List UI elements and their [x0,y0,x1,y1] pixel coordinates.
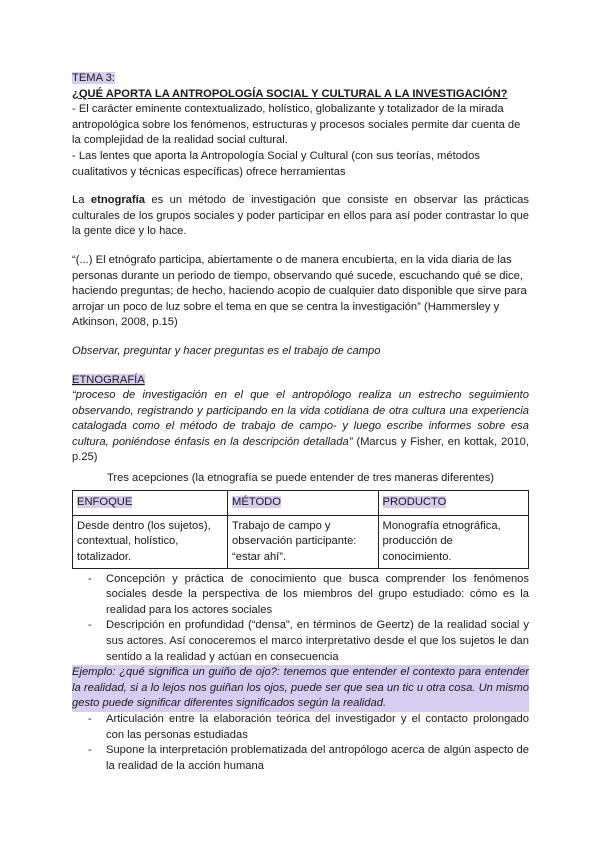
bullet-list-1 [72,572,529,666]
list-item: - Concepción y práctica de conocimiento que busca comprender los fenómenos sociales desde la perspectiva de los miembros del grupo estudiado: cómo es la realidad para los actores sociales [88,572,529,616]
fieldwork-line: Observar, preguntar y hacer preguntas es el trabajo de campo [72,344,381,357]
list-item: - Descripción en profundidad (“densa”, en términos de Geertz) de la realidad social y sus actores. Así conoceremos el marco interpretativo desde el que los sujetos le dan sentido a la realidad y actúan en consecuencia [88,619,529,663]
table-cell: Desde dentro (los sujetos), contextual, holístico, totalizador. [73,515,228,568]
table-cell: Trabajo de campo y observación participante: “estar ahí”. [228,515,378,568]
table-caption: Tres acepciones (la etnografía se puede entender de tres maneras diferentes) [106,472,495,485]
etnografia-definition-quote: “proceso de investigación en el que el antropólogo realiza un estrecho seguimiento observando, registrando y participando en la vida cotidiana de otra cultura una experiencia catalogada como el método de trabajo de campo- y luego escribe informes sobre esa cultura, poniéndose énfasis en la descripción detallada” (Marcus y Fisher, en kottak, 2010, p.25) [72,389,529,464]
acepciones-table [72,490,529,569]
table-row [73,515,529,568]
document-page [72,71,529,774]
etnografia-definition: La etnografía es un método de investigación que consiste en observar las prácticas culturales de los grupos sociales y poder participar en ellos para así poder contrastar lo que la gente dice y lo hace. [72,194,529,238]
table-header-row [73,490,529,515]
intro-point-2: - Las lentes que aporta la Antropología Social y Cultural (con sus teorías, métodos cualitativos y técnicas específicas) ofrece herramientas [72,149,480,178]
table-cell: Monografía etnográfica, producción de conocimiento. [378,515,529,568]
example-highlight: Ejemplo: ¿qué significa un guiño de ojo?: tenemos que entender el contexto para entender la realidad, si a lo lejos nos guiñan los ojos, puede ser que sea un tic u otra cosa. Un mismo gesto puede significar diferentes significados según la realidad. [72,665,529,712]
topic-label: TEMA 3: [72,72,115,84]
etnografia-term: etnografía [90,194,145,207]
table-header-cell: PRODUCTO [378,490,529,515]
intro-point-1: - El carácter eminente contextualizado, holístico, globalizante y totalizador de la mirada antropológica sobre los fenómenos, estructuras y procesos sociales permite dar cuenta de la complejidad de la realidad social cultural. [72,103,521,147]
table-header-cell: MÉTODO [228,490,378,515]
bullet-list-2 [72,712,529,774]
etnografia-section-title: ETNOGRAFÍA [72,373,145,386]
topic-question: ¿QUÉ APORTA LA ANTROPOLOGÍA SOCIAL Y CULTURAL A LA INVESTIGACIÓN? [72,87,508,100]
table-header-cell: ENFOQUE [73,490,228,515]
list-item: - Supone la interpretación problematizada del antropólogo acerca de algún aspecto de la realidad de la acción humana [88,744,529,772]
hammersley-quote: “(...) El etnógrafo participa, abiertamente o de manera encubierta, en la vida diaria de las personas durante un periodo de tiempo, observando qué sucede, escuchando qué se dice, haciendo preguntas; de hecho, haciendo acopio de cualquier dato disponible que sirve para arrojar un poco de luz sobre el tema en que se centra la investigación” (Hammersley y Atkinson, 2008, p.15) [72,253,527,329]
list-item: - Articulación entre la elaboración teórica del investigador y el contacto prolongado con las personas estudiadas [88,713,529,741]
